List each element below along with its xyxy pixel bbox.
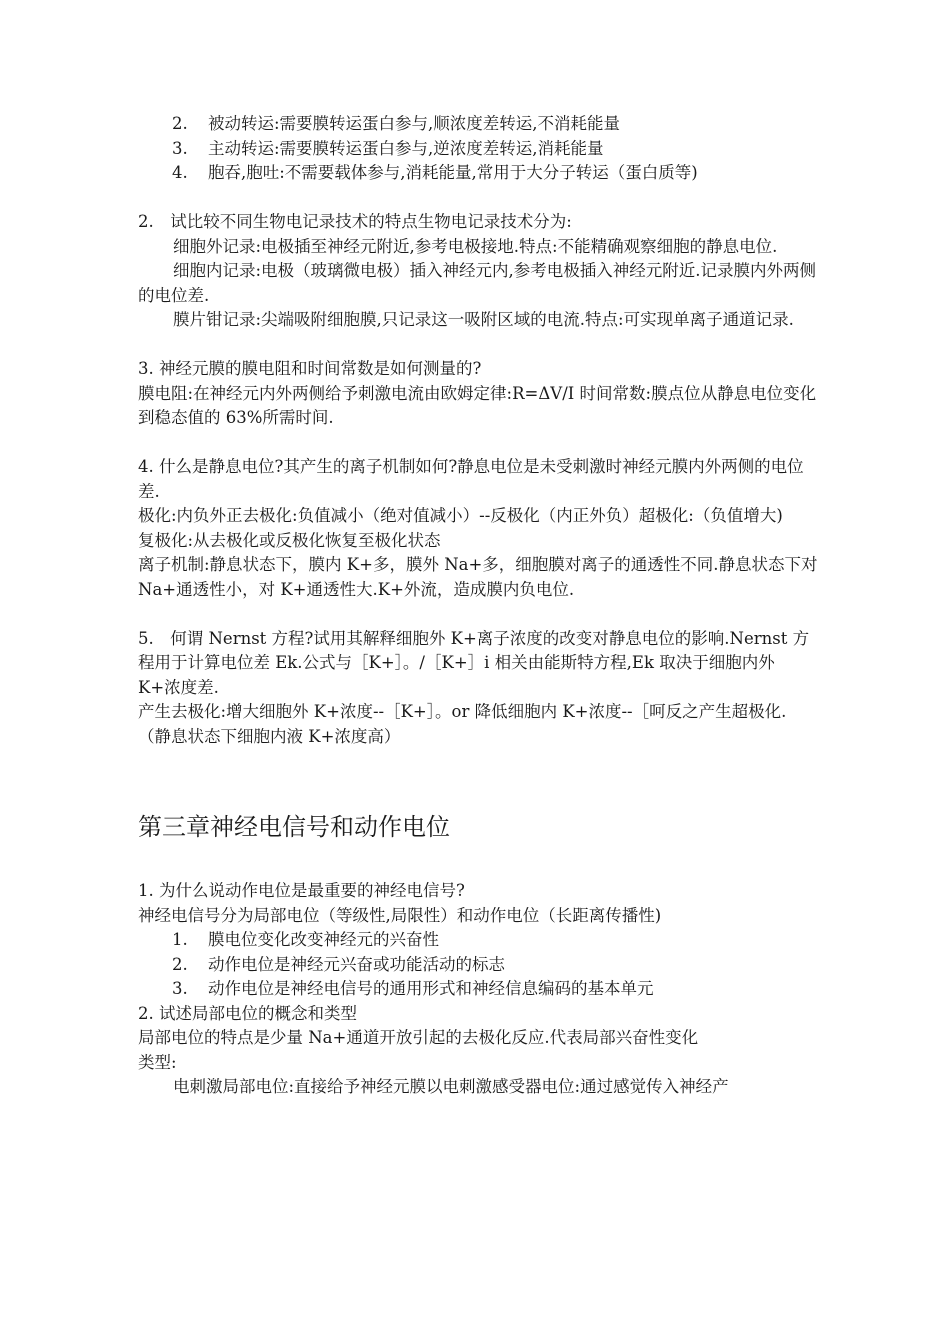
paragraph: 细胞外记录:电极插至神经元附近,参考电极接地.特点:不能精确观察细胞的静息电位. <box>173 236 778 256</box>
list-text: 动作电位是神经元兴奋或功能活动的标志 <box>208 954 505 974</box>
list-item <box>138 161 818 186</box>
question-title: 1. 为什么说动作电位是最重要的神经电信号? <box>138 881 465 900</box>
list-text: 被动转运:需要膜转运蛋白参与,顺浓度差转运,不消耗能量 <box>208 114 621 133</box>
paragraph: 电刺激局部电位:直接给予神经元膜以电刺激感受器电位:通过感觉传入神经产 <box>173 1077 729 1096</box>
paragraph: 局部电位的特点是少量 Na+通道开放引起的去极化反应.代表局部兴奋性变化 <box>138 1028 699 1047</box>
document-page <box>138 112 818 1100</box>
list-item <box>138 112 818 137</box>
list-number: 3. <box>172 979 188 998</box>
list-number: 1. <box>172 930 188 949</box>
list-text: 主动转运:需要膜转运蛋白参与,逆浓度差转运,消耗能量 <box>208 138 604 158</box>
list-number: 2. <box>172 114 188 133</box>
paragraph: 类型: <box>138 1052 177 1072</box>
question-title: 2. 试述局部电位的概念和类型 <box>138 1003 357 1023</box>
list-text: 膜电位变化改变神经元的兴奋性 <box>208 930 439 949</box>
list-item <box>138 977 818 1002</box>
list-number: 4. <box>172 163 188 182</box>
paragraph: 产生去极化:增大细胞外 K+浓度--［K+］。or 降低细胞内 K+浓度--［呵反之产生超极化. <box>138 702 787 721</box>
paragraph: 膜片钳记录:尖端吸附细胞膜,只记录这一吸附区域的电流.特点:可实现单离子通道记录. <box>173 310 794 329</box>
list-item <box>138 137 818 162</box>
paragraph: 离子机制:静息状态下，膜内 K+多，膜外 Na+多，细胞膜对离子的通透性不同.静息状态下对 Na+通透性小，对 K+通透性大.K+外流，造成膜内负电位. <box>138 555 818 599</box>
list-item <box>138 953 818 978</box>
paragraph: 细胞内记录:电极（玻璃微电极）插入神经元内,参考电极插入神经元附近.记录膜内外两侧的电位差. <box>138 261 817 305</box>
list-item <box>138 928 818 953</box>
paragraph: 膜电阻:在神经元内外两侧给予刺激电流由欧姆定律:R=ΔV/I 时间常数:膜点位从静息电位变化到稳态值的 63%所需时间. <box>138 383 817 427</box>
question-title: 2. 试比较不同生物电记录技术的特点生物电记录技术分为: <box>138 212 572 231</box>
question-title: 4. 什么是静息电位?其产生的离子机制如何?静息电位是未受刺激时神经元膜内外两侧的电位差. <box>138 457 804 501</box>
paragraph: 复极化:从去极化或反极化恢复至极化状态 <box>138 530 441 550</box>
question-title: 5. 何谓 Nernst 方程?试用其解释细胞外 K+离子浓度的改变对静息电位的影响.Nernst 方程用于计算电位差 Ek.公式与［K+］。/［K+］i 相关由能斯特方程,Ek 取决于细胞内外 K+浓度差. <box>138 628 810 697</box>
list-text: 胞吞,胞吐:不需要载体参与,消耗能量,常用于大分子转运（蛋白质等) <box>208 163 698 182</box>
paragraph: （静息状态下细胞内液 K+浓度高） <box>138 726 401 746</box>
chapter-heading: 第三章神经电信号和动作电位 <box>138 813 450 841</box>
list-number: 3. <box>172 138 188 158</box>
paragraph: 极化:内负外正去极化:负值减小（绝对值减小）--反极化（内正外负）超极化:（负值增大) <box>138 506 783 525</box>
list-text: 动作电位是神经电信号的通用形式和神经信息编码的基本单元 <box>208 979 654 998</box>
paragraph: 神经电信号分为局部电位（等级性,局限性）和动作电位（长距离传播性) <box>138 905 662 925</box>
list-number: 2. <box>172 954 188 974</box>
question-title: 3. 神经元膜的膜电阻和时间常数是如何测量的? <box>138 359 482 378</box>
